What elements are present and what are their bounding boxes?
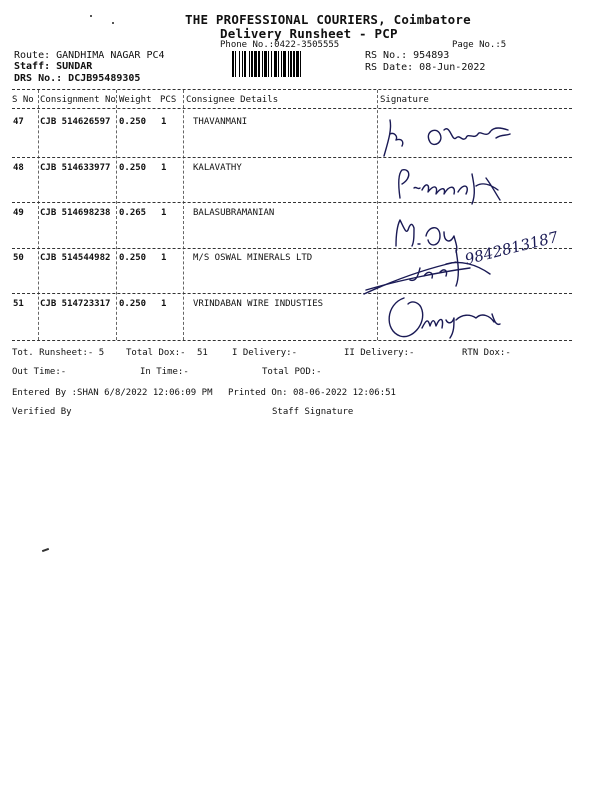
cell-consignee: BALASUBRAMANIAN (193, 208, 275, 218)
signature-row-48 (390, 164, 520, 208)
cell-consignment: CJB 514723317 (40, 299, 111, 309)
cell-weight: 0.250 (119, 253, 147, 263)
total-dox-label: Total Dox:- (126, 348, 186, 358)
cell-consignment: CJB 514544982 (40, 253, 111, 263)
col-divider (116, 90, 117, 340)
col-header-consignment: Consignment No (40, 95, 116, 105)
out-time: Out Time:- (12, 367, 67, 377)
cell-weight: 0.265 (119, 208, 147, 218)
cell-pcs: 1 (161, 253, 167, 263)
total-dox-value: 51 (197, 348, 208, 358)
cell-sno: 51 (13, 299, 24, 309)
cell-pcs: 1 (161, 163, 167, 173)
col-header-consignee: Consignee Details (186, 95, 279, 105)
rs-date: RS Date: 08-Jun-2022 (365, 62, 486, 73)
in-time: In Time:- (140, 367, 189, 377)
route: Route: GANDHIMA NAGAR PC4 (14, 50, 165, 61)
entered-by: Entered By :SHAN 6/8/2022 12:06:09 PM (12, 388, 213, 398)
cell-consignment: CJB 514633977 (40, 163, 111, 173)
rs-number: RS No.: 954893 (365, 50, 450, 61)
page-number: Page No.:5 (452, 40, 507, 50)
stray-dot (112, 22, 114, 24)
col-header-weight: Weight (119, 95, 152, 105)
cell-consignment: CJB 514698238 (40, 208, 111, 218)
cell-pcs: 1 (161, 208, 167, 218)
verified-by: Verified By (12, 407, 72, 417)
rtn-dox: RTN Dox:- (462, 348, 511, 358)
total-pod: Total POD:- (262, 367, 322, 377)
cell-pcs: 1 (161, 117, 167, 127)
cell-consignee: KALAVATHY (193, 163, 242, 173)
cell-consignee: M/S OSWAL MINERALS LTD (193, 253, 313, 263)
col-header-pcs: PCS (160, 95, 177, 105)
phone-number: Phone No.:0422-3505555 (220, 40, 340, 50)
ii-delivery: II Delivery:- (344, 348, 415, 358)
cell-weight: 0.250 (119, 163, 147, 173)
col-divider (183, 90, 184, 340)
col-header-signature: Signature (380, 95, 429, 105)
i-delivery: I Delivery:- (232, 348, 298, 358)
table-top-rule (12, 89, 572, 90)
cell-weight: 0.250 (119, 299, 147, 309)
stray-dot (90, 15, 92, 17)
barcode (232, 51, 357, 77)
cell-consignee: VRINDABAN WIRE INDUSTIES (193, 299, 324, 309)
runsheet-subtitle: Delivery Runsheet - PCP (220, 26, 398, 41)
printed-on: Printed On: 08-06-2022 12:06:51 (228, 388, 396, 398)
cell-sno: 50 (13, 253, 24, 263)
col-divider (38, 90, 39, 340)
cell-consignee: THAVANMANI (193, 117, 248, 127)
stray-mark (42, 548, 49, 552)
signature-row-51 (382, 290, 522, 346)
cell-sno: 47 (13, 117, 24, 127)
signature-row-47 (378, 112, 518, 162)
table-header-rule (12, 108, 572, 109)
cell-sno: 48 (13, 163, 24, 173)
total-runsheet: Tot. Runsheet:- 5 (12, 348, 105, 358)
cell-consignment: CJB 514626597 (40, 117, 111, 127)
cell-pcs: 1 (161, 299, 167, 309)
company-title: THE PROFESSIONAL COURIERS, Coimbatore (185, 12, 471, 27)
cell-sno: 49 (13, 208, 24, 218)
cell-weight: 0.250 (119, 117, 147, 127)
drs-number: DRS No.: DCJB95489305 (14, 73, 141, 84)
handwritten-phone-number: 9842813187 (463, 227, 560, 269)
staff-name: Staff: SUNDAR (14, 61, 93, 72)
staff-signature: Staff Signature (272, 407, 354, 417)
col-header-sno: S No (12, 95, 34, 105)
